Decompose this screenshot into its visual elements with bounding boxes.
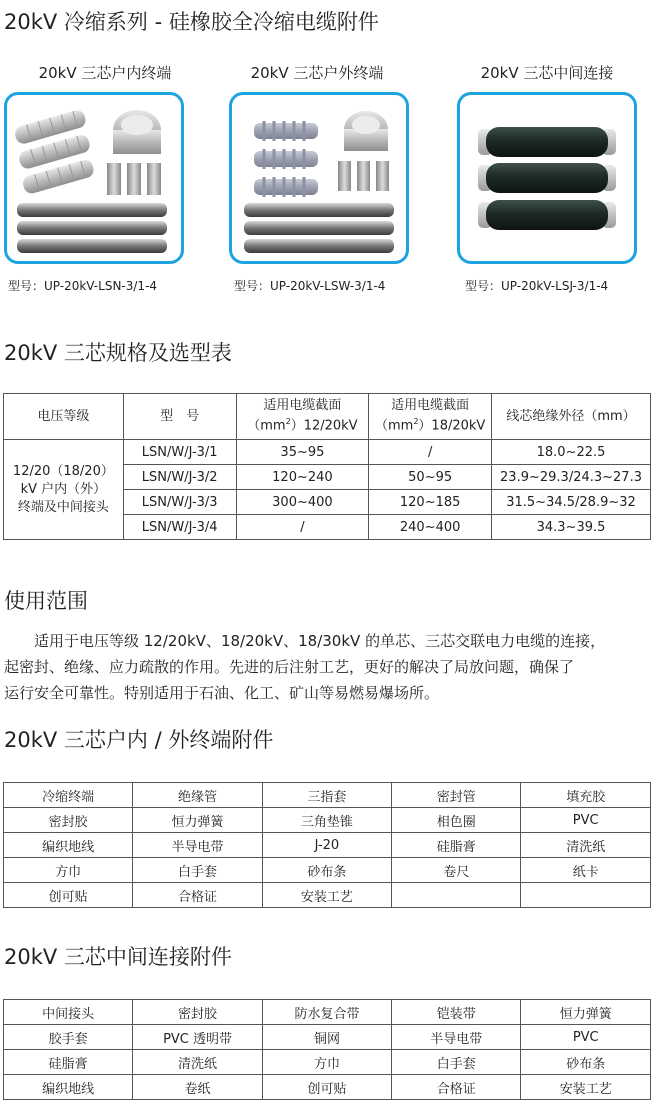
cell: 35~95 (236, 440, 369, 465)
cell: 铜网 (262, 1025, 391, 1050)
product-image-indoor (4, 92, 184, 264)
cell: 创可贴 (262, 1075, 391, 1100)
voltage-cell: 12/20（18/20） kV 户内（外） 终端及中间接头 (4, 440, 124, 540)
cell: 填充胶 (521, 783, 651, 808)
selection-header-row (4, 394, 651, 440)
cell: 120~185 (369, 490, 492, 515)
cell: 120~240 (236, 465, 369, 490)
cell: 砂布条 (521, 1050, 651, 1075)
cell: 清洗纸 (133, 1050, 263, 1075)
model-cell: LSN/W/J-3/4 (123, 515, 236, 540)
product-image-joint (457, 92, 637, 264)
header-insulation-diameter: 线芯绝缘外径（mm） (492, 394, 651, 440)
joint-acc-table (3, 999, 651, 1100)
cell: PVC (521, 1025, 651, 1050)
page-title: 20kV 冷缩系列 - 硅橡胶全冷缩电缆附件 (4, 10, 379, 34)
usage-line: 运行安全可靠性。特别适用于石油、化工、矿山等易燃易爆场所。 (4, 684, 440, 702)
cell: 冷缩终端 (4, 783, 133, 808)
cell: 18.0~22.5 (492, 440, 651, 465)
cell: 创可贴 (4, 883, 133, 908)
usage-heading: 使用范围 (4, 589, 88, 613)
cell: 编织地线 (4, 833, 133, 858)
cell: 合格证 (133, 883, 262, 908)
header-voltage: 电压等级 (4, 394, 124, 440)
usage-line: 起密封、绝缘、应力疏散的作用。先进的后注射工艺，更好的解决了局放问题，确保了 (4, 658, 575, 676)
model-cell: LSN/W/J-3/1 (123, 440, 236, 465)
terminal-acc-table (3, 782, 651, 908)
product-caption-joint: 20kV 三芯中间连接 (480, 64, 614, 82)
cell (521, 883, 651, 908)
cell: 密封管 (392, 783, 521, 808)
cell: J-20 (262, 833, 391, 858)
cell: 硅脂膏 (4, 1050, 133, 1075)
table-row (4, 1075, 651, 1100)
header-model: 型 号 (123, 394, 236, 440)
usage-paragraph (4, 628, 652, 706)
cell: / (236, 515, 369, 540)
cell: 34.3~39.5 (492, 515, 651, 540)
cell: PVC 透明带 (133, 1025, 263, 1050)
cell: 胶手套 (4, 1025, 133, 1050)
cell: 恒力弹簧 (521, 1000, 651, 1025)
cell: 安装工艺 (521, 1075, 651, 1100)
model-cell: LSN/W/J-3/3 (123, 490, 236, 515)
cell: 240~400 (369, 515, 492, 540)
cell: 编织地线 (4, 1075, 133, 1100)
table-row (4, 1050, 651, 1075)
cell: 硅脂膏 (392, 833, 521, 858)
cell: 白手套 (133, 858, 262, 883)
table-row (4, 440, 651, 465)
cell: 23.9~29.3/24.3~27.3 (492, 465, 651, 490)
product-caption-indoor: 20kV 三芯户内终端 (38, 64, 172, 82)
cell: / (369, 440, 492, 465)
cell: 方巾 (4, 858, 133, 883)
cell: 合格证 (392, 1075, 521, 1100)
cell: 相色圈 (392, 808, 521, 833)
cell: 清洗纸 (521, 833, 651, 858)
table-row (4, 1025, 651, 1050)
joint-acc-heading: 20kV 三芯中间连接附件 (4, 945, 232, 969)
cell: 卷尺 (392, 858, 521, 883)
selection-heading: 20kV 三芯规格及选型表 (4, 341, 232, 365)
header-section-12-20: 适用电缆截面 $(mm^2)12/20kV$ (236, 394, 369, 440)
cell: 31.5~34.5/28.9~32 (492, 490, 651, 515)
cell: 卷纸 (133, 1075, 263, 1100)
product-model-outdoor: 型号：UP-20kV-LSW-3/1-4 (234, 279, 386, 293)
table-row (4, 883, 651, 908)
cell: 50~95 (369, 465, 492, 490)
product-model-joint: 型号：UP-20kV-LSJ-3/1-4 (465, 279, 609, 293)
cell: PVC (521, 808, 651, 833)
cell: 防水复合带 (262, 1000, 391, 1025)
table-row (4, 833, 651, 858)
table-row (4, 1000, 651, 1025)
table-row (4, 783, 651, 808)
cell: 300~400 (236, 490, 369, 515)
product-image-outdoor (229, 92, 409, 264)
cell: 半导电带 (392, 1025, 521, 1050)
cell: 砂布条 (262, 858, 391, 883)
cell: 恒力弹簧 (133, 808, 262, 833)
terminal-acc-heading: 20kV 三芯户内 / 外终端附件 (4, 728, 274, 752)
cell: 三角垫锥 (262, 808, 391, 833)
cell: 中间接头 (4, 1000, 133, 1025)
cell: 密封胶 (133, 1000, 263, 1025)
cell: 纸卡 (521, 858, 651, 883)
product-model-indoor: 型号：UP-20kV-LSN-3/1-4 (8, 279, 158, 293)
cell: 绝缘管 (133, 783, 262, 808)
cell: 密封胶 (4, 808, 133, 833)
cell: 半导电带 (133, 833, 262, 858)
header-section-18-20: 适用电缆截面 $(mm^2)18/20kV$ (369, 394, 492, 440)
cell: 白手套 (392, 1050, 521, 1075)
usage-line: 适用于电压等级 12/20kV、18/20kV、18/30kV 的单芯、三芯交联电力电缆的连接， (4, 632, 606, 650)
cell: 安装工艺 (262, 883, 391, 908)
cell: 铠装带 (392, 1000, 521, 1025)
cell (392, 883, 521, 908)
table-row (4, 858, 651, 883)
model-cell: LSN/W/J-3/2 (123, 465, 236, 490)
cell: 方巾 (262, 1050, 391, 1075)
product-caption-outdoor: 20kV 三芯户外终端 (250, 64, 384, 82)
cell: 三指套 (262, 783, 391, 808)
table-row (4, 808, 651, 833)
selection-table (3, 393, 651, 540)
